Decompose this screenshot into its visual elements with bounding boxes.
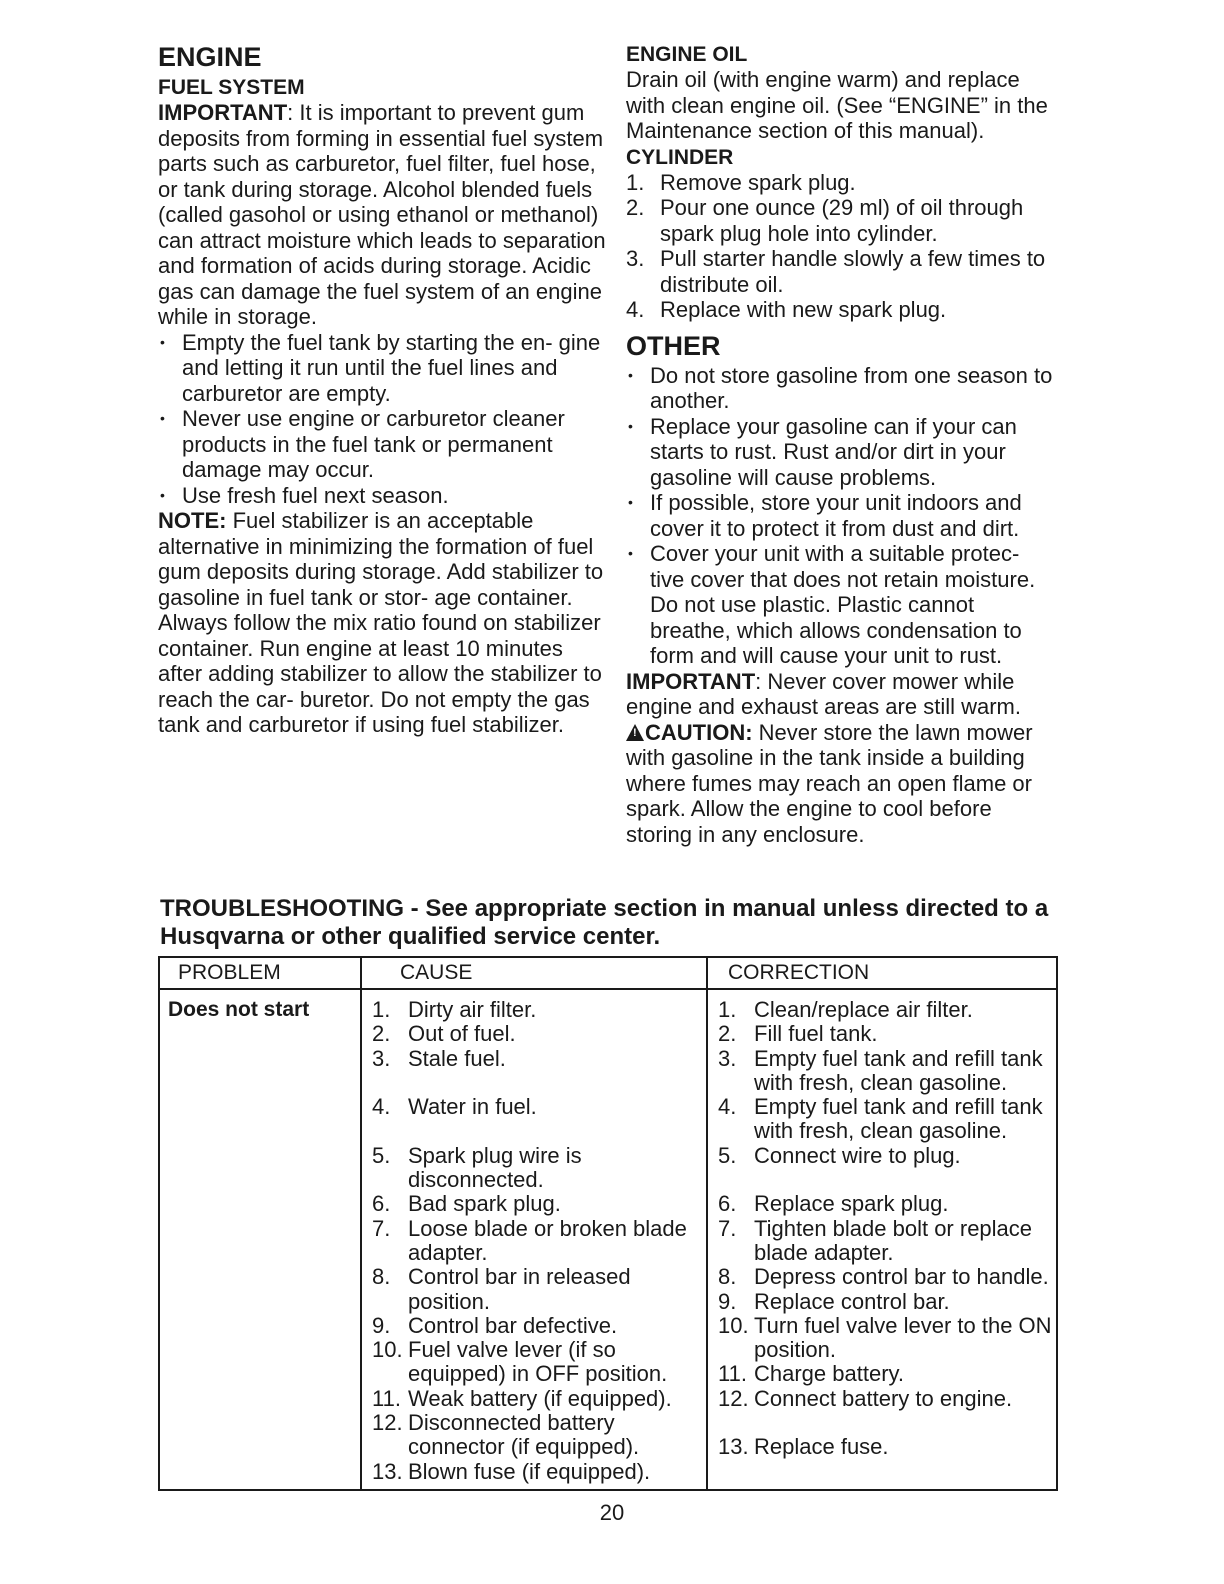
problem-cell: Does not start (168, 998, 310, 1021)
caution-label: CAUTION: (645, 719, 753, 745)
list-item: 2. Fill fuel tank. (718, 1021, 878, 1047)
list-item: 1. Remove spark plug. (626, 169, 856, 195)
left-column (158, 42, 606, 738)
important-label: IMPORTANT (158, 100, 288, 125)
cylinder-heading: CYLINDER (626, 145, 734, 169)
list-item: • Never use engine or carburetor cleaner products in the fuel tank or permanent damage may occur. (158, 406, 606, 483)
list-item: 5. Spark plug wire is disconnected. (372, 1142, 582, 1193)
list-item: 2. Out of fuel. (372, 1021, 516, 1047)
note-paragraph (158, 508, 606, 738)
list-item: 6. Bad spark plug. (372, 1191, 561, 1217)
list-item: 2. Pour one ounce (29 ml) of oil through spark plug hole into cylinder. (626, 195, 1024, 246)
other-heading: OTHER (626, 330, 721, 361)
important-label: IMPORTANT (626, 668, 756, 694)
list-item: 4. Empty fuel tank and refill tank with fresh, clean gasoline. (718, 1094, 1043, 1144)
list-item: • Empty the fuel tank by starting the en- gine and letting it run until the fuel lines and carburetor are empty. (158, 330, 606, 407)
list-item: 9. Replace control bar. (718, 1288, 950, 1314)
fuel-system-heading: FUEL SYSTEM (158, 76, 305, 99)
cover-important-paragraph (626, 669, 1058, 720)
list-item: 11. Weak battery (if equipped). (372, 1385, 672, 1411)
list-item: 3. Stale fuel. (372, 1045, 506, 1071)
list-item: • Use fresh fuel next season. (158, 483, 606, 509)
troubleshooting-table (158, 956, 1058, 1491)
list-item: 12. Connect battery to engine. (718, 1385, 1013, 1411)
engine-oil-text: Drain oil (with engine warm) and replace with clean engine oil. (See “ENGINE” in the Maintenance section of this manual). (626, 67, 1048, 143)
list-item: 3. Empty fuel tank and refill tank with fresh, clean gasoline. (718, 1045, 1043, 1095)
list-item: 6. Replace spark plug. (718, 1191, 949, 1217)
problem-header: PROBLEM (178, 961, 281, 984)
list-item: 13. Replace fuse. (718, 1434, 889, 1460)
note-label: NOTE: (158, 508, 227, 533)
page-number: 20 (599, 1500, 625, 1525)
list-item: • Do not store gasoline from one season to another. (626, 363, 1058, 414)
engine-oil-heading: ENGINE OIL (626, 43, 748, 66)
list-item: 7. Loose blade or broken blade adapter. (372, 1215, 687, 1265)
list-item: 1. Dirty air filter. (372, 997, 537, 1022)
list-item: 4. Replace with new spark plug. (626, 297, 947, 322)
correction-header: CORRECTION (728, 961, 870, 984)
important-text: : Never cover mower while engine and exhaust areas are still warm. (626, 668, 1021, 719)
list-item: 1. Clean/replace air filter. (718, 997, 973, 1022)
list-item: 8. Depress control bar to handle. (718, 1264, 1049, 1290)
caution-text: Never store the lawn mower with gasoline in the tank inside a building where fumes may reach an open flame or spark. Allow the engine to cool before storing in any enclosure. (626, 719, 1033, 847)
troubleshooting-title: TROUBLESHOOTING - See appropriate section in manual unless directed to a Husqvarna or other qualified service center. (160, 895, 1049, 950)
list-item: 9. Control bar defective. (372, 1312, 618, 1338)
cylinder-steps (626, 170, 1058, 323)
list-item: 12. Disconnected battery connector (if equipped). (372, 1410, 640, 1460)
fuel-bullet-list (158, 330, 606, 509)
correction-list (718, 998, 1058, 1460)
important-text: : It is important to prevent gum deposits from forming in essential fuel system parts such as carburetor, fuel filter, fuel hose, or tank during storage. Alcohol blended fuels (called gasohol or using ethanol or methanol) can attract moisture which leads to separation and formation of acids during storage. Acidic gas can damage the fuel system of an engine while in storage. (158, 100, 606, 329)
list-item: 11. Charge battery. (718, 1361, 905, 1387)
caution-paragraph (626, 720, 1058, 848)
column-divider (706, 958, 708, 1489)
list-item: 13. Blown fuse (if equipped). (372, 1458, 651, 1484)
list-item: 4. Water in fuel. (372, 1094, 537, 1120)
list-item: • Cover your unit with a suitable protec- tive cover that does not retain moisture. Do not use plastic. Plastic cannot breathe, which allows condensation to form and will cause your unit to rust. (626, 541, 1058, 669)
right-column (626, 42, 1058, 847)
list-item: 3. Pull starter handle slowly a few times to distribute oil. (626, 246, 1046, 297)
other-bullet-list (626, 363, 1058, 669)
cause-header: CAUSE (400, 961, 473, 984)
fuel-important-paragraph (158, 100, 606, 330)
note-text: Fuel stabilizer is an acceptable alternative in minimizing the formation of fuel gum deposits during storage. Add stabilizer to gasoline in fuel tank or stor- age container. Always follow the mix ratio found on stabilizer container. Run engine at least 10 minutes after adding stabilizer to allow the stabilizer to reach the car- buretor. Do not empty the gas tank and carburetor if using fuel stabilizer. (158, 508, 604, 737)
engine-heading: ENGINE (158, 42, 262, 72)
column-divider (360, 958, 362, 1489)
warning-triangle-icon (626, 724, 644, 741)
list-item: 10. Turn fuel valve lever to the ON position. (718, 1312, 1052, 1363)
list-item: • If possible, store your unit indoors and cover it to protect it from dust and dirt. (626, 490, 1058, 541)
list-item: 8. Control bar in released position. (372, 1264, 631, 1314)
list-item: 10. Fuel valve lever (if so equipped) in OFF position. (372, 1337, 668, 1387)
list-item: • Replace your gasoline can if your can starts to rust. Rust and/or dirt in your gasoline will cause problems. (626, 414, 1058, 491)
list-item: 5. Connect wire to plug. (718, 1142, 961, 1168)
table-header-row (160, 958, 1056, 990)
cause-list (372, 998, 702, 1484)
list-item: 7. Tighten blade bolt or replace blade adapter. (718, 1215, 1033, 1265)
